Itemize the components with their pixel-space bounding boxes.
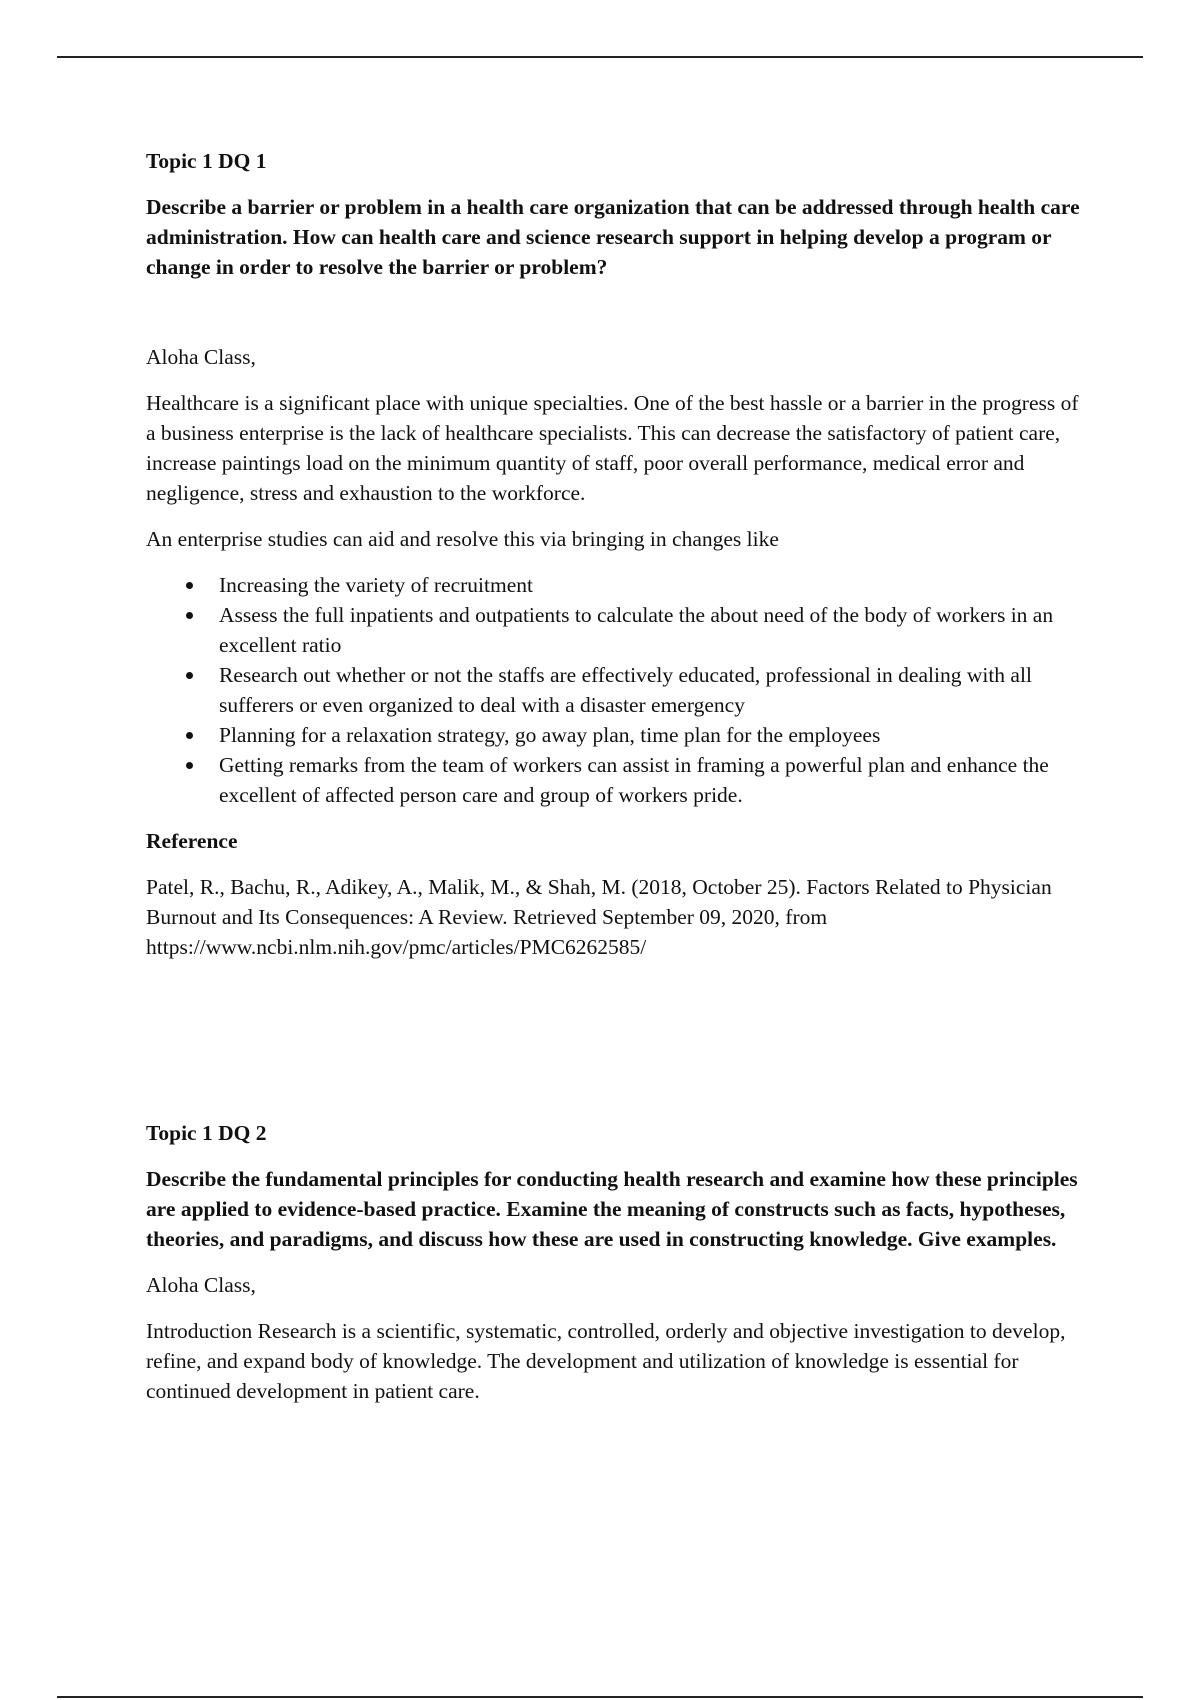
document-body bbox=[146, 146, 1086, 1422]
list-item bbox=[146, 660, 1086, 720]
bullet-icon bbox=[186, 732, 193, 739]
list-item-text: Planning for a relaxation strategy, go away plan, time plan for the employees bbox=[219, 723, 881, 747]
list-item-text: Assess the full inpatients and outpatients to calculate the about need of the body of workers in an excellent ratio bbox=[219, 603, 1054, 657]
topic-1-lead-in: An enterprise studies can aid and resolve this via bringing in changes like bbox=[146, 527, 779, 551]
topic-2-body: Introduction Research is a scientific, systematic, controlled, orderly and objective investigation to develop, refine, and expand body of knowledge. The development and utilization of knowledge is essential for continued development in patient care. bbox=[146, 1319, 1066, 1403]
spacer bbox=[146, 978, 1086, 1118]
list-item bbox=[146, 720, 1086, 750]
bullet-icon bbox=[186, 582, 193, 589]
list-item-text: Getting remarks from the team of workers can assist in framing a powerful plan and enhance the excellent of affected person care and group of workers pride. bbox=[219, 753, 1049, 807]
top-rule bbox=[57, 56, 1143, 58]
bottom-rule bbox=[57, 1696, 1143, 1698]
topic-2-title: Topic 1 DQ 2 bbox=[146, 1121, 267, 1145]
list-item bbox=[146, 750, 1086, 810]
list-item bbox=[146, 570, 1086, 600]
topic-1-prompt: Describe a barrier or problem in a health care organization that can be addressed through health care administration. How can health care and science research support in helping develop a program or change in order to resolve the barrier or problem? bbox=[146, 195, 1080, 279]
topic-2-greeting: Aloha Class, bbox=[146, 1273, 256, 1297]
reference-heading: Reference bbox=[146, 829, 238, 853]
topic-2-section bbox=[146, 1118, 1086, 1406]
list-item bbox=[146, 600, 1086, 660]
bullet-icon bbox=[186, 612, 193, 619]
topic-1-body: Healthcare is a significant place with unique specialties. One of the best hassle or a barrier in the progress of a business enterprise is the lack of healthcare specialists. This can decrease the satisfactory of patient care, increase paintings load on the minimum quantity of staff, poor overall performance, medical error and negligence, stress and exhaustion to the workforce. bbox=[146, 391, 1079, 505]
bullet-icon bbox=[186, 762, 193, 769]
topic-1-section bbox=[146, 146, 1086, 962]
topic-2-prompt: Describe the fundamental principles for conducting health research and examine how these principles are applied to evidence-based practice. Examine the meaning of constructs such as facts, hypotheses, theories, and paradigms, and discuss how these are used in constructing knowledge. Give examples. bbox=[146, 1167, 1078, 1251]
topic-1-title: Topic 1 DQ 1 bbox=[146, 149, 267, 173]
reference-text: Patel, R., Bachu, R., Adikey, A., Malik, M., & Shah, M. (2018, October 25). Factors Related to Physician Burnout and Its Consequences: A Review. Retrieved September 09, 2020, from https://www.ncbi.nlm.nih.gov/pmc/articles/PMC6262585/ bbox=[146, 875, 1052, 959]
list-item-text: Increasing the variety of recruitment bbox=[219, 573, 533, 597]
list-item-text: Research out whether or not the staffs are effectively educated, professional in dealing with all sufferers or even organized to deal with a disaster emergency bbox=[219, 663, 1032, 717]
topic-1-bullet-list bbox=[146, 570, 1086, 810]
spacer bbox=[146, 298, 1086, 342]
topic-1-greeting: Aloha Class, bbox=[146, 345, 256, 369]
bullet-icon bbox=[186, 672, 193, 679]
